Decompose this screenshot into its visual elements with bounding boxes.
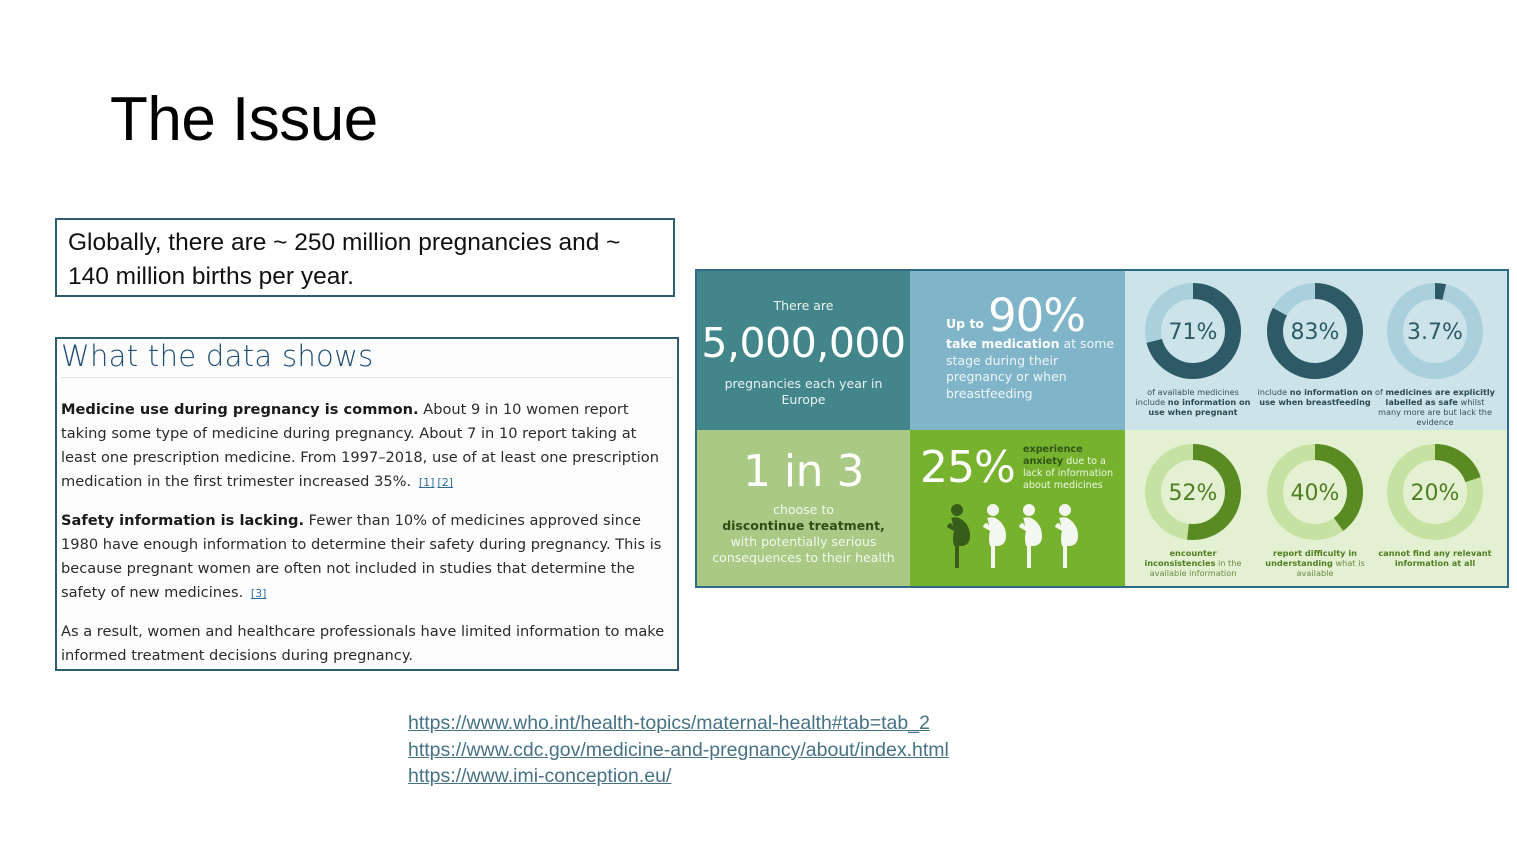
- donut-label: 52%: [1168, 481, 1218, 506]
- donut-chart: [1143, 442, 1243, 542]
- pregnant-figure-icon: [1016, 503, 1046, 569]
- tile-discontinue-1-in-3: [697, 430, 910, 586]
- source-link-imi[interactable]: https://www.imi-conception.eu/: [408, 765, 672, 788]
- pregnant-figure-icon-highlighted: [944, 503, 974, 569]
- donut-chart: [1385, 442, 1485, 542]
- source-link-cdc[interactable]: https://www.cdc.gov/medicine-and-pregnancy/about/index.html: [408, 738, 949, 761]
- anxiety-desc: experience anxiety due to a lack of information about medicines: [1023, 444, 1114, 491]
- donut-chart: [1265, 442, 1365, 542]
- pregnant-figures: [944, 503, 1084, 573]
- europe-intro: There are: [773, 298, 834, 313]
- medication-prefix: Up to: [946, 316, 985, 331]
- citation-link-3[interactable]: [3]: [250, 587, 267, 600]
- paragraph-safety-info: [61, 509, 671, 606]
- donut-label: 3.7%: [1407, 320, 1463, 345]
- tile-green-donuts: [1125, 430, 1509, 586]
- donut-stat-52: [1133, 442, 1253, 578]
- donut-stat-71: [1133, 281, 1253, 417]
- paragraph-body: About 9 in 10 women report taking some type of medicine during pregnancy. About 7 in 10 report taking at least one prescription medicine. From 1997–2018, use of at least one prescription medication in the first trimester increased 35%.: [61, 401, 659, 490]
- donut-caption: report difficulty in understanding what is available: [1265, 548, 1365, 578]
- pregnant-figure-icon: [1052, 503, 1082, 569]
- discontinue-desc: choose to discontinue treatment, with potentially serious consequences to their health: [712, 502, 895, 565]
- donut-stat-40: [1255, 442, 1375, 578]
- paragraph-body: As a result, women and healthcare professionals have limited information to make informed treatment decisions during pregnancy.: [61, 623, 665, 664]
- medication-rest: at some stage during their pregnancy or when breastfeeding: [946, 336, 1115, 401]
- citation-link-2[interactable]: [2]: [437, 476, 453, 489]
- donut-caption: encounter inconsistencies in the available information: [1144, 548, 1242, 578]
- source-link-who[interactable]: https://www.who.int/health-topics/maternal-health#tab=tab_2: [408, 712, 930, 734]
- donut-value-arc: [1435, 452, 1473, 480]
- discontinue-number: 1 in 3: [742, 446, 865, 497]
- donut-caption: of medicines are explicitly labelled as safe whilst many more are but lack the evidence: [1375, 387, 1496, 427]
- medication-percent: 90%: [988, 289, 1086, 342]
- paragraph-medicine-use: [61, 398, 671, 495]
- paragraph-result: [61, 620, 671, 668]
- donut-label: 20%: [1410, 481, 1460, 506]
- heading-divider: [61, 377, 673, 378]
- donut-label: 71%: [1168, 320, 1218, 345]
- europe-number: 5,000,000: [701, 319, 906, 367]
- slide-title: The Issue: [110, 85, 378, 154]
- donut-value-arc: [1435, 291, 1444, 292]
- global-stats-callout: Globally, there are ~ 250 million pregnancies and ~ 140 million births per year.: [55, 218, 675, 297]
- donut-stat-83: [1255, 281, 1375, 407]
- europe-desc: pregnancies each year in Europe: [724, 376, 883, 407]
- pregnant-figure-icon: [980, 503, 1010, 569]
- paragraph-lead: Safety information is lacking.: [61, 512, 305, 529]
- paragraph-lead: Medicine use during pregnancy is common.: [61, 401, 419, 418]
- tile-europe-pregnancies: [697, 271, 910, 430]
- donut-stat-20: [1375, 442, 1495, 568]
- what-the-data-shows-panel: [55, 337, 679, 671]
- donut-stat-3-7: [1375, 281, 1495, 427]
- donut-chart: [1265, 281, 1365, 381]
- donut-caption: include no information on use when breastfeeding: [1257, 387, 1373, 407]
- medication-bold: take medication: [946, 336, 1060, 351]
- donut-chart: [1385, 281, 1485, 381]
- paragraph-body: Fewer than 10% of medicines approved since 1980 have enough information to determine their safety during pregnancy. This is because pregnant women are often not included in studies that determine the safety of new medicines.: [61, 512, 662, 601]
- tile-blue-donuts: [1125, 271, 1509, 430]
- donut-caption: cannot find any relevant information at all: [1378, 548, 1492, 568]
- source-links: [408, 710, 949, 790]
- donut-chart: [1143, 281, 1243, 381]
- anxiety-percent: 25%: [920, 442, 1015, 493]
- tile-medication-90: [910, 271, 1125, 430]
- tile-anxiety-25: [910, 430, 1125, 586]
- donut-label: 83%: [1290, 320, 1340, 345]
- medicines-pregnancy-infographic: [695, 269, 1509, 588]
- panel-heading: What the data shows: [61, 339, 374, 373]
- medication-desc: [946, 336, 1116, 402]
- donut-caption: of available medicines include no information on use when pregnant: [1135, 387, 1251, 417]
- citation-link-1[interactable]: [1]: [418, 476, 435, 489]
- donut-label: 40%: [1290, 481, 1340, 506]
